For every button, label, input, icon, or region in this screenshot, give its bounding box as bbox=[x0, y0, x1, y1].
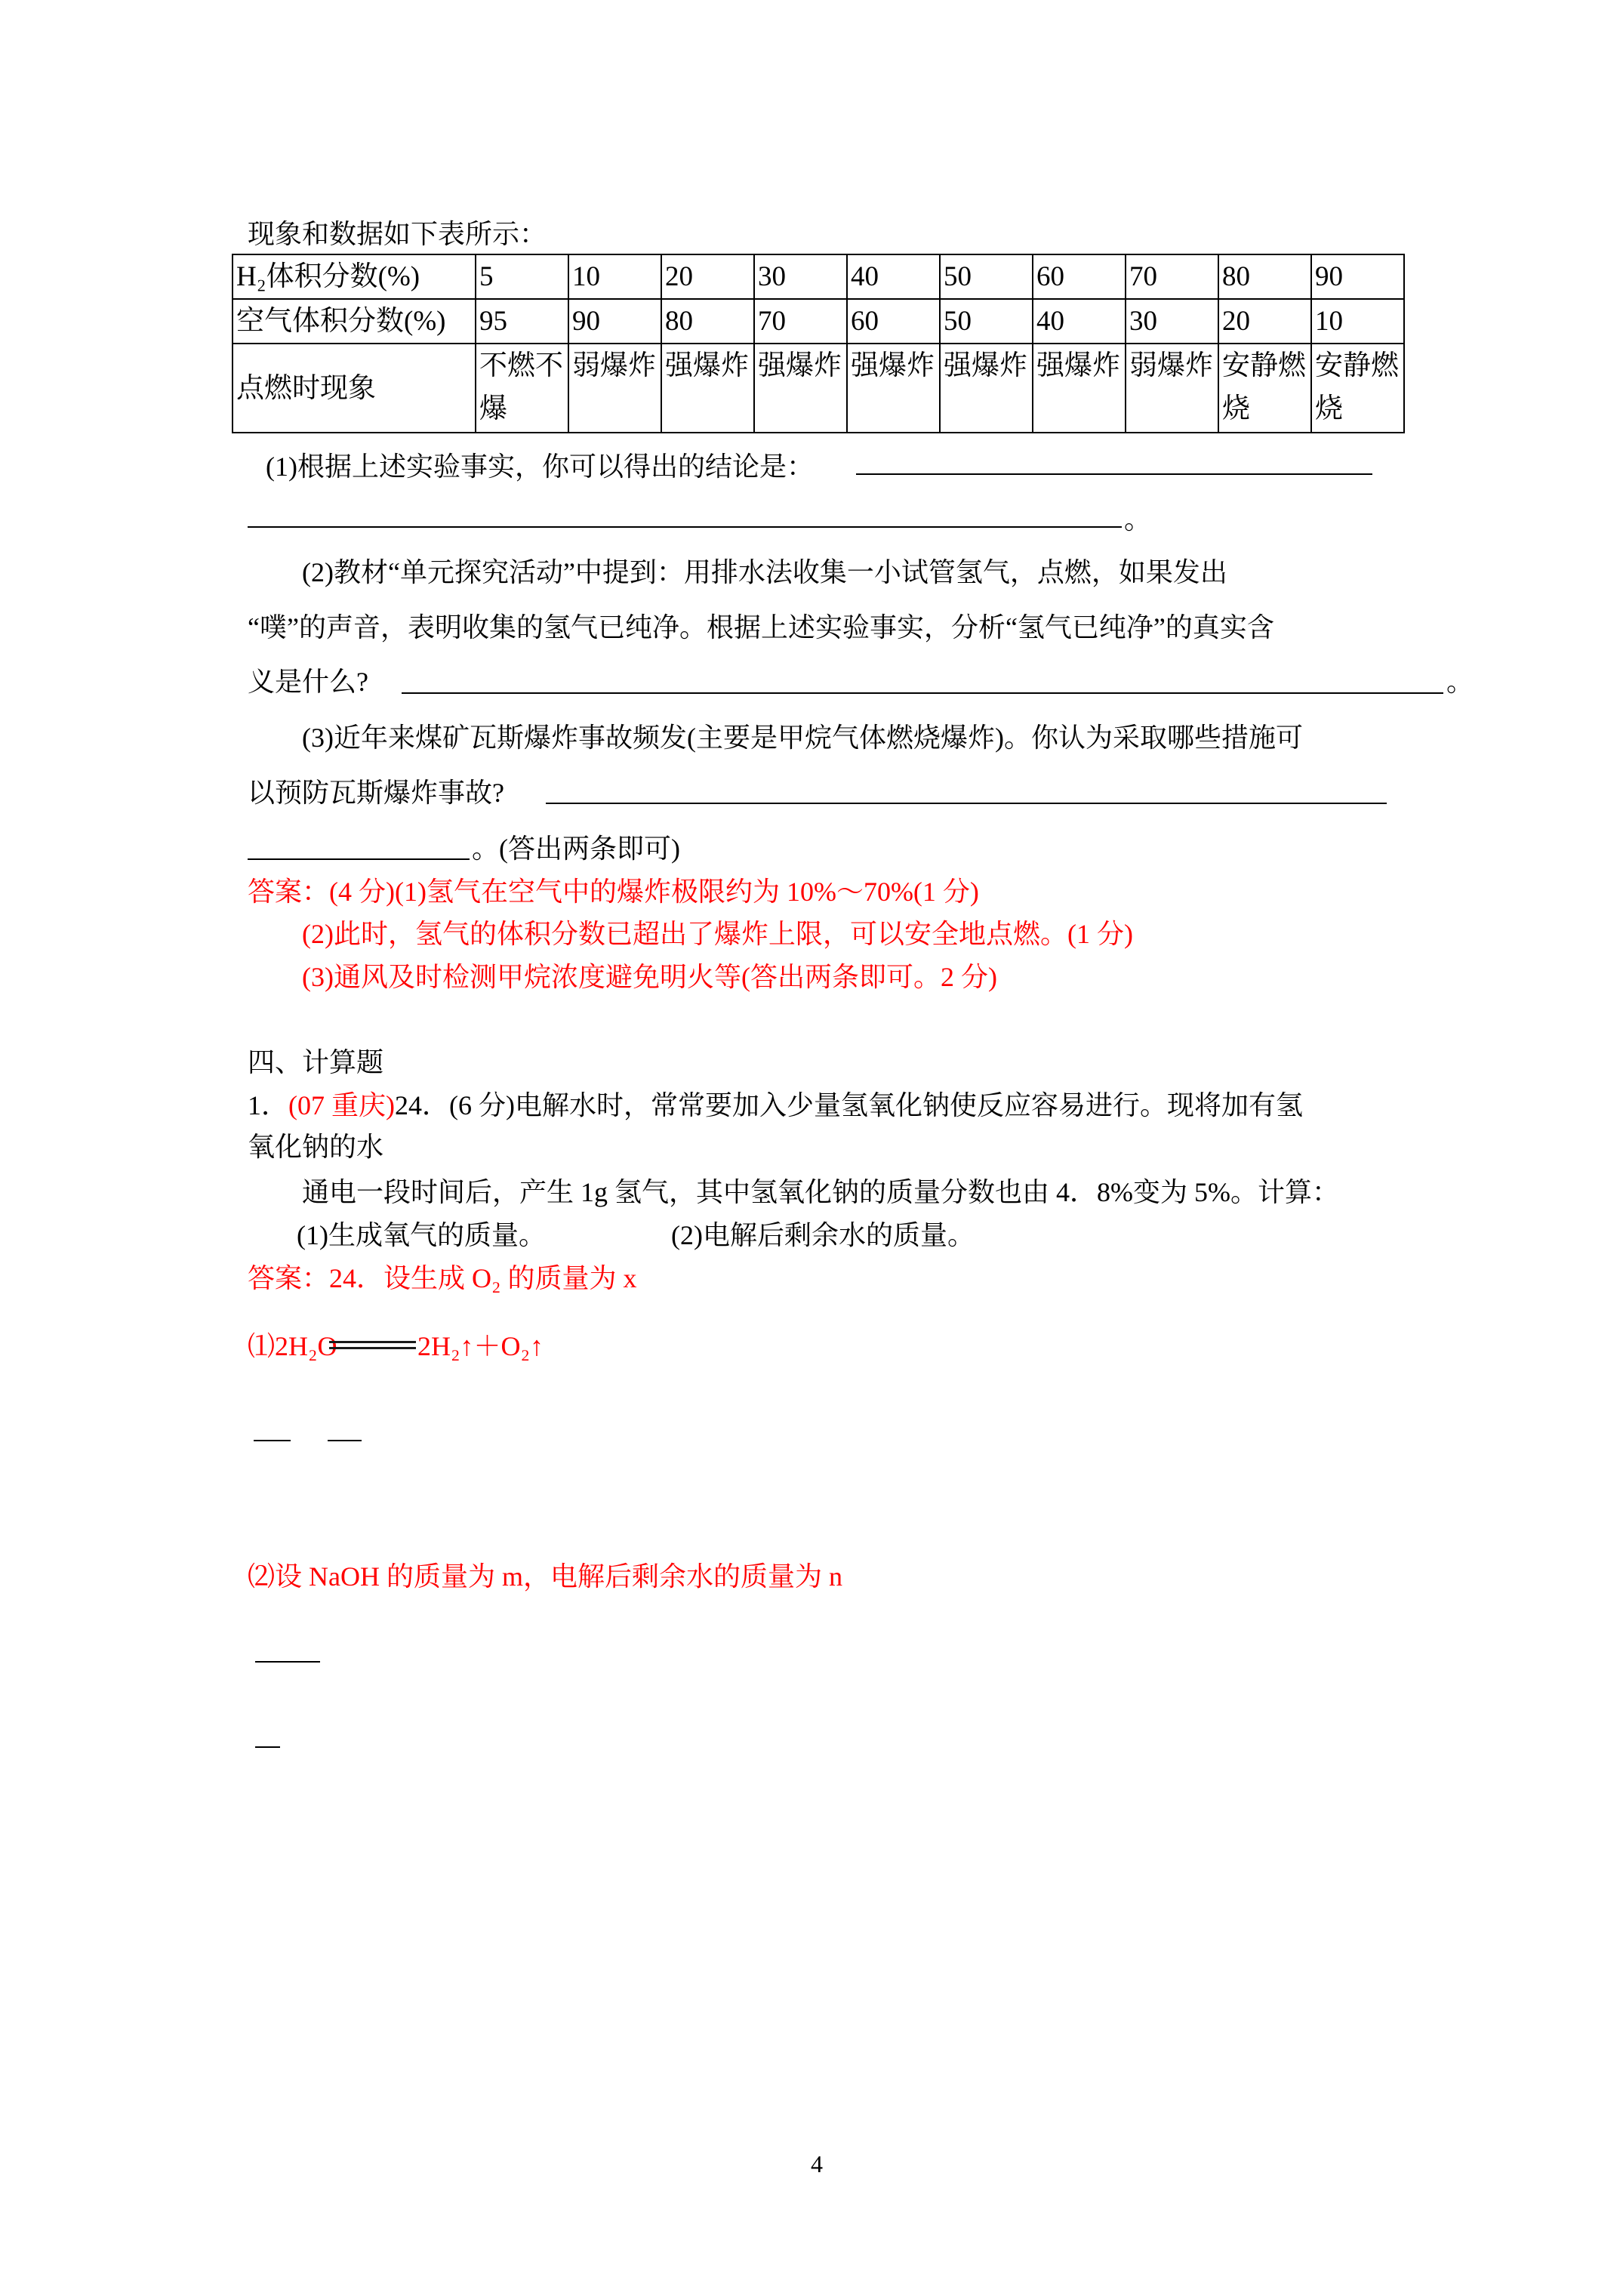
table-row-ignition-phenomenon bbox=[233, 344, 1404, 433]
row-label-air-fraction: 空气体积分数(%) bbox=[233, 299, 476, 344]
table-cell: 弱爆炸 bbox=[568, 344, 661, 433]
table-cell: 60 bbox=[847, 299, 940, 344]
answer-blank bbox=[402, 692, 1443, 694]
question-2-end: 。 bbox=[1446, 667, 1474, 697]
question-1-text: (1)根据上述实验事实，你可以得出的结论是： bbox=[266, 451, 814, 482]
table-cell: 80 bbox=[1218, 254, 1311, 299]
problem-line-2: 氧化钠的水 bbox=[248, 1132, 384, 1162]
table-cell: 强爆炸 bbox=[1033, 344, 1126, 433]
table-cell: 40 bbox=[847, 254, 940, 299]
table-cell: 50 bbox=[940, 254, 1033, 299]
table-cell: 20 bbox=[661, 254, 754, 299]
table-cell: 50 bbox=[940, 299, 1033, 344]
table-cell: 10 bbox=[568, 254, 661, 299]
table-cell: 强爆炸 bbox=[754, 344, 847, 433]
table-cell: 20 bbox=[1218, 299, 1311, 344]
table-cell: 5 bbox=[476, 254, 568, 299]
equation-reaction-bar bbox=[329, 1341, 416, 1349]
table-cell: 80 bbox=[661, 299, 754, 344]
problem-line-3: 通电一段时间后，产生 1g 氢气，其中氢氧化钠的质量分数也由 4．8%变为 5%。计算： bbox=[302, 1177, 1339, 1207]
table-cell: 弱爆炸 bbox=[1126, 344, 1218, 433]
answer-blank bbox=[248, 526, 1122, 528]
table-cell: 60 bbox=[1033, 254, 1126, 299]
section-title: 四、计算题 bbox=[248, 1047, 384, 1077]
problem-subquestion-1: (1)生成氧气的质量。 bbox=[297, 1220, 546, 1250]
table-row-air-fraction bbox=[233, 299, 1404, 344]
question-2-line-2: “噗”的声音，表明收集的氢气已纯净。根据上述实验事实，分析“氢气已纯净”的真实含 bbox=[248, 612, 1274, 643]
table-cell: 安静燃烧 bbox=[1311, 344, 1404, 433]
table-cell: 30 bbox=[1126, 299, 1218, 344]
fraction-bar bbox=[255, 1661, 320, 1663]
table-cell: 95 bbox=[476, 299, 568, 344]
answer-blank bbox=[856, 473, 1372, 475]
table-cell: 90 bbox=[568, 299, 661, 344]
page-number: 4 bbox=[811, 2150, 823, 2177]
row-label-h2-fraction: H₂体积分数(%) bbox=[233, 254, 476, 299]
question-3-end: 。(答出两条即可) bbox=[472, 834, 680, 864]
equation-left-side: ⑴2H₂O bbox=[248, 1331, 337, 1361]
answer-blank bbox=[248, 858, 470, 860]
question-2-line-1: (2)教材“单元探究活动”中提到：用排水法收集一小试管氢气，点燃，如果发出 bbox=[302, 557, 1227, 587]
row-label-ignition-phenomenon: 点燃时现象 bbox=[233, 344, 476, 433]
answer-2-line-1: 答案：24．设生成 O₂ 的质量为 x bbox=[248, 1263, 637, 1293]
experiment-data-table bbox=[232, 254, 1405, 433]
table-cell: 70 bbox=[1126, 254, 1218, 299]
fraction-bar bbox=[328, 1440, 362, 1441]
answer-1-line-1: 答案：(4 分)(1)氢气在空气中的爆炸极限约为 10%～70%(1 分) bbox=[248, 877, 979, 907]
table-row-h2-fraction bbox=[233, 254, 1404, 299]
problem-line-1 bbox=[248, 1089, 1303, 1122]
table-cell: 90 bbox=[1311, 254, 1404, 299]
question-3-line-2: 以预防瓦斯爆炸事故? bbox=[248, 778, 504, 808]
problem-number: 1． bbox=[248, 1090, 289, 1120]
table-cell: 10 bbox=[1311, 299, 1404, 344]
table-cell: 40 bbox=[1033, 299, 1126, 344]
fraction-bar bbox=[255, 1746, 280, 1748]
question-2-line-3: 义是什么? bbox=[248, 667, 368, 697]
question-3-line-1: (3)近年来煤矿瓦斯爆炸事故频发(主要是甲烷气体燃烧爆炸)。你认为采取哪些措施可 bbox=[302, 723, 1303, 753]
table-cell: 强爆炸 bbox=[847, 344, 940, 433]
question-1-end: 。 bbox=[1124, 504, 1152, 535]
table-cell: 30 bbox=[754, 254, 847, 299]
fraction-bar bbox=[254, 1440, 291, 1441]
answer-1-line-3: (3)通风及时检测甲烷浓度避免明火等(答出两条即可。2 分) bbox=[302, 962, 997, 992]
table-intro: 现象和数据如下表所示： bbox=[248, 219, 547, 249]
problem-subquestion-2: (2)电解后剩余水的质量。 bbox=[671, 1220, 975, 1250]
answer-1-line-2: (2)此时，氢气的体积分数已超出了爆炸上限，可以安全地点燃。(1 分) bbox=[302, 919, 1133, 949]
problem-line-1-text: 24．(6 分)电解水时，常常要加入少量氢氧化钠使反应容易进行。现将加有氢 bbox=[395, 1090, 1303, 1120]
equation-right-side: 2H₂↑＋O₂↑ bbox=[417, 1331, 544, 1361]
problem-source: (07 重庆) bbox=[288, 1090, 395, 1120]
table-cell: 强爆炸 bbox=[940, 344, 1033, 433]
table-cell: 安静燃烧 bbox=[1218, 344, 1311, 433]
answer-2-line-2: ⑵设 NaOH 的质量为 m，电解后剩余水的质量为 n bbox=[248, 1561, 842, 1592]
answer-blank bbox=[546, 803, 1387, 804]
table-cell: 强爆炸 bbox=[661, 344, 754, 433]
table-cell: 70 bbox=[754, 299, 847, 344]
table-cell: 不燃不爆 bbox=[476, 344, 568, 433]
